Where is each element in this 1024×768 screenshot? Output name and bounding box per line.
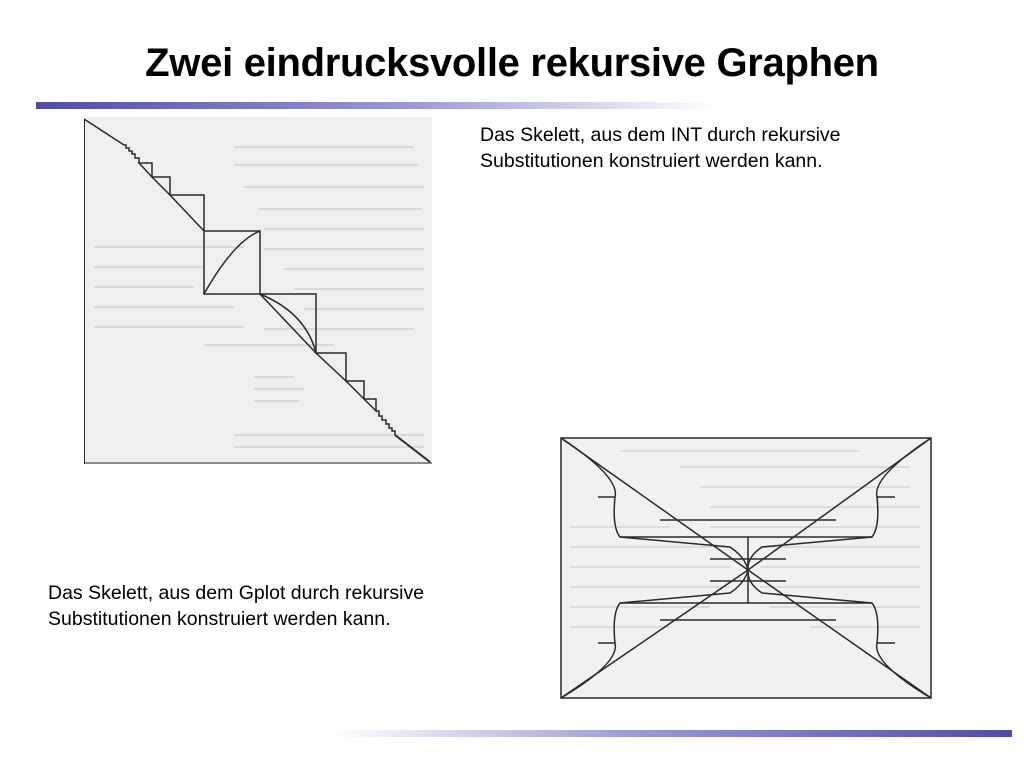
caption-line: Das Skelett, aus dem Gplot durch rekursive (48, 582, 425, 604)
int-skeleton-figure (84, 117, 432, 464)
footer-rule (330, 730, 1012, 737)
caption-line: Substitutionen konstruiert werden kann. (48, 608, 391, 630)
int-skeleton-drawing (84, 117, 432, 464)
caption-line: Das Skelett, aus dem INT durch rekursive (480, 124, 841, 146)
slide-title: Zwei eindrucksvolle rekursive Graphen (145, 41, 879, 85)
gplot-skeleton-caption (48, 580, 424, 632)
gplot-skeleton-drawing (560, 437, 932, 699)
caption-line: Substitutionen konstruiert werden kann. (480, 150, 823, 172)
int-skeleton-caption (480, 122, 841, 174)
gplot-skeleton-figure (560, 437, 932, 699)
title-underline (36, 102, 716, 109)
